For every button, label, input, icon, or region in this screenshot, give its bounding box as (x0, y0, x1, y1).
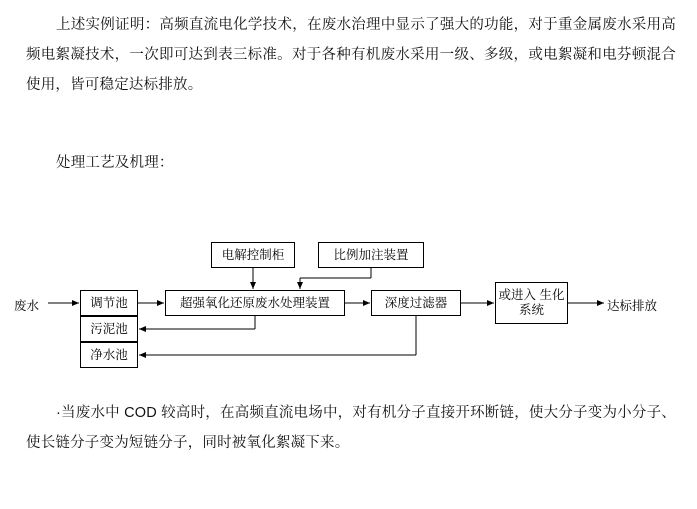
label-compliant-discharge: 达标排放 (607, 299, 658, 313)
process-flow-diagram (0, 222, 697, 392)
node-adjustment-tank: 调节池 (80, 290, 138, 316)
node-main-treatment-unit: 超强氧化还原废水处理装置 (165, 290, 345, 316)
node-electrolysis-control-cabinet: 电解控制柜 (211, 242, 295, 268)
label-inflow: 废水 (14, 299, 40, 313)
paragraph-heading: 处理工艺及机理： (56, 155, 174, 171)
node-sludge-tank: 污泥池 (80, 316, 138, 342)
node-proportional-dosing-device: 比例加注装置 (318, 242, 424, 268)
node-clean-water-tank: 净水池 (80, 342, 138, 368)
node-deep-filter: 深度过滤器 (371, 290, 461, 316)
paragraph-tail: ·当废水中 COD 较高时，在高频直流电场中，对有机分子直接开环断链，使大分子变为小分子、使长链分子变为短链分子，同时被氧化絮凝下来。 (26, 405, 676, 451)
node-biochemical-system: 或进入 生化系统 (495, 282, 568, 324)
paragraph-intro: 上述实例证明：高频直流电化学技术，在废水治理中显示了强大的功能，对于重金属废水采用高频电絮凝技术，一次即可达到表三标准。对于各种有机废水采用一级、多级，或电絮凝和电芬顿混合使用，皆可稳定达标排放。 (26, 17, 676, 93)
